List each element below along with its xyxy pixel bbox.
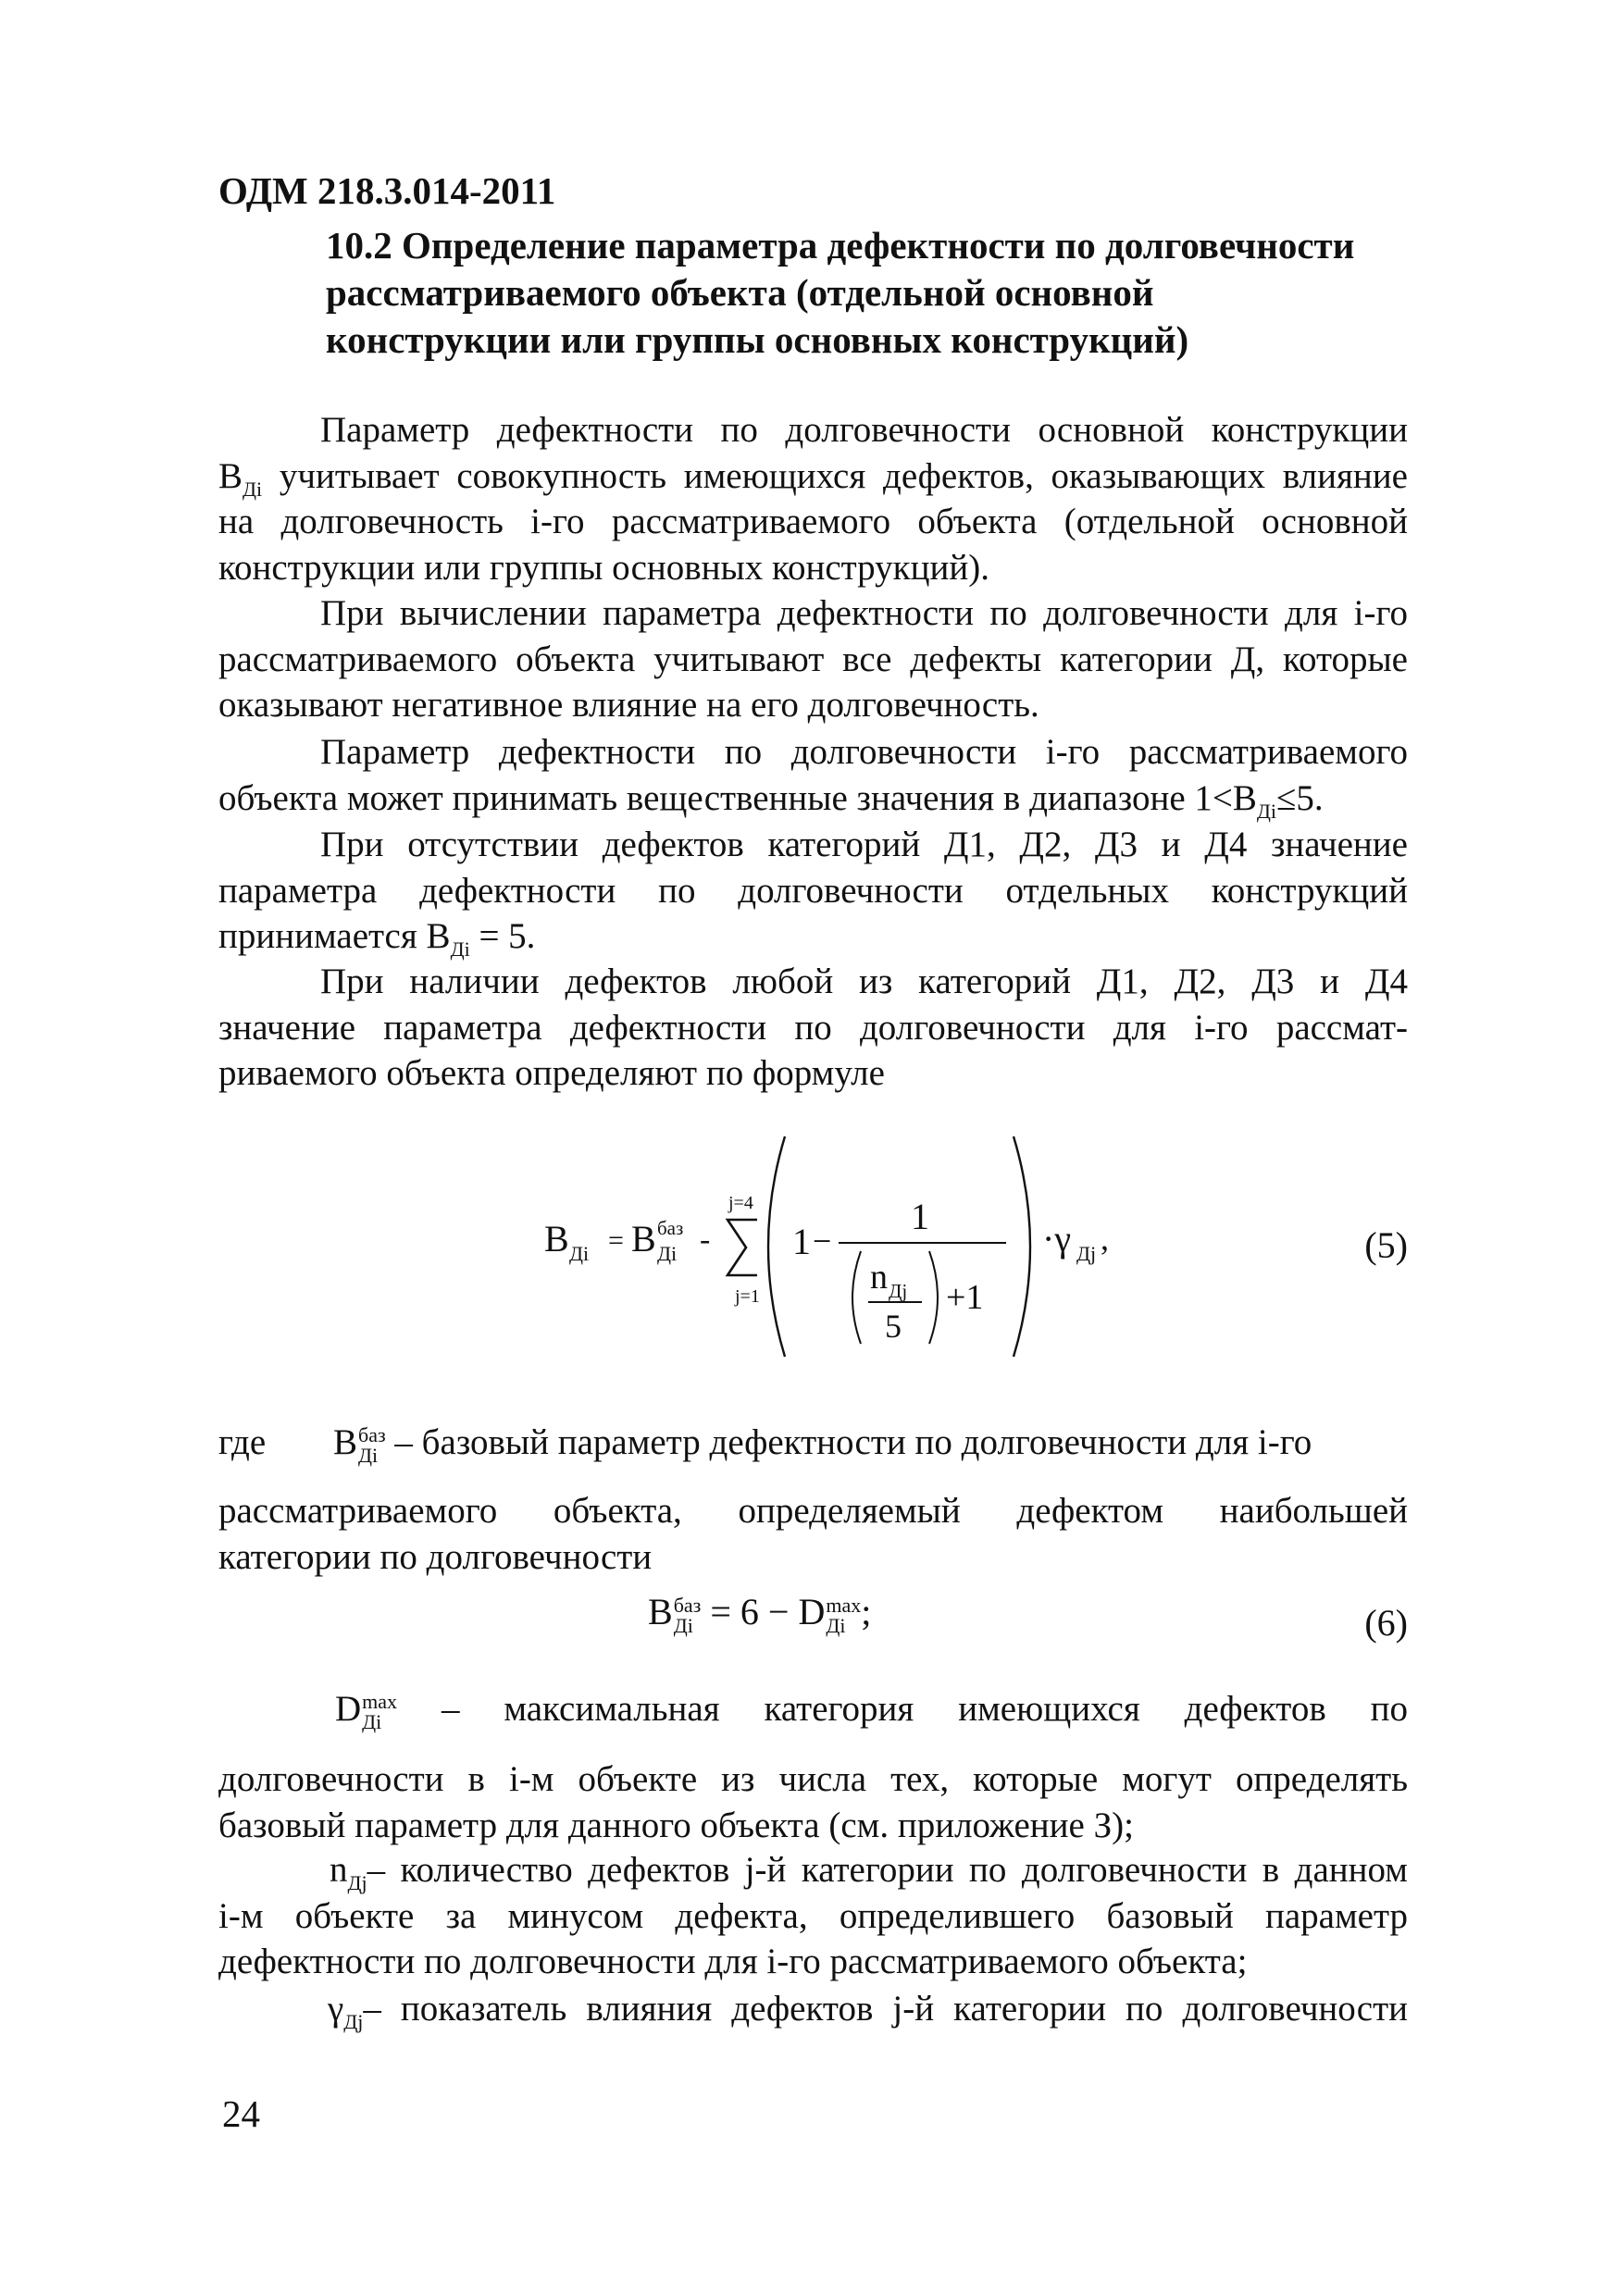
sup-sub	[362, 1692, 397, 1732]
dmax-continuation	[218, 1756, 1408, 1848]
paragraph-line	[218, 913, 1408, 960]
paragraph-2	[218, 590, 1408, 728]
subscript: Дi	[673, 1613, 693, 1637]
inner-right-paren-icon	[929, 1251, 938, 1344]
section-title	[326, 222, 1354, 364]
subscript: Дi	[243, 477, 263, 501]
paragraph-line	[218, 1986, 1408, 2032]
sum-upper-limit: j=4	[728, 1193, 753, 1213]
subscript: Дi	[1256, 799, 1277, 823]
five: 5	[885, 1308, 902, 1345]
formula-b-sup: баз	[657, 1217, 684, 1239]
superscript: баз	[358, 1423, 386, 1447]
document-code: ОДМ 218.3.014-2011	[218, 169, 556, 212]
section-title-line: рассматриваемого объекта (отдельной основной	[326, 271, 1154, 314]
text: – базовый параметр дефектности по долговечности для i-го	[385, 1422, 1312, 1462]
subscript: Дi	[450, 937, 470, 961]
paragraph-3	[218, 729, 1408, 821]
gamma-symbol: ·γ	[1042, 1218, 1071, 1260]
text: – показатель влияния дефектов j-й категории по долговечности	[363, 1989, 1408, 2029]
paragraph-line: на долговечность i-го рассматриваемого объекта (отдельной основной	[218, 502, 1408, 541]
formula-comma: ,	[1101, 1220, 1109, 1257]
superscript: баз	[673, 1593, 702, 1617]
paragraph-line: категории по долговечности	[218, 1536, 653, 1577]
paragraph-line	[218, 776, 1408, 822]
sup-sub	[358, 1425, 386, 1466]
symbol-b: В	[333, 1422, 358, 1462]
paragraph-1	[218, 407, 1408, 590]
n-symbol: n	[870, 1258, 888, 1297]
n-sub: Дj	[889, 1280, 908, 1302]
paragraph-line: рассматриваемого объекта, определяемый дефектом наибольшей	[218, 1491, 1408, 1531]
formula-5	[518, 1129, 1111, 1370]
symbol-d: D	[335, 1689, 362, 1729]
paragraph-line: Параметр дефектности по долговечности основной конструкции	[320, 410, 1408, 450]
paragraph-line: Параметр дефектности по долговечности i-го рассматриваемого	[320, 732, 1408, 772]
plus-one: +1	[946, 1278, 984, 1317]
subscript: Дi	[358, 1444, 379, 1468]
where-label: где	[218, 1422, 267, 1462]
formula-frac-minus: −	[813, 1222, 832, 1260]
paragraph-line: дефектности по долговечности для i-го рассматриваемого объекта;	[218, 1942, 1248, 1981]
paragraph-line	[218, 1847, 1408, 1893]
formula-6	[648, 1590, 871, 1636]
sup-sub	[826, 1595, 861, 1636]
paragraph-4	[218, 822, 1408, 960]
equation-number-6: (6)	[1364, 1602, 1408, 1644]
dmax-definition	[335, 1688, 1408, 1732]
left-paren-icon	[768, 1136, 785, 1357]
paragraph-line: i-м объекте за минусом дефекта, определившего базовый параметр	[218, 1895, 1408, 1936]
formula-eq: =	[608, 1225, 624, 1256]
gamma-sub: Дj	[1076, 1242, 1097, 1265]
text: ;	[861, 1591, 872, 1632]
paragraph-line	[218, 453, 1408, 500]
page-number: 24	[222, 2092, 260, 2135]
formula-b: В	[631, 1218, 656, 1260]
text: принимается В	[218, 916, 451, 956]
paragraph-line: При отсутствии дефектов категорий Д1, Д2, Д3 и Д4 значение	[320, 825, 1408, 864]
symbol-b: В	[648, 1591, 673, 1632]
formula-b-sub: Дi	[657, 1242, 678, 1265]
section-title-line: 10.2 Определение параметра дефектности по долговечности	[326, 224, 1355, 267]
inner-left-paren-icon	[852, 1251, 861, 1344]
paragraph-line: риваемого объекта определяют по формуле	[218, 1053, 885, 1093]
paragraph-line: конструкции или группы основных конструкций).	[218, 547, 989, 588]
sigma-icon	[728, 1220, 757, 1275]
formula-minus: -	[700, 1222, 711, 1257]
subscript: Дj	[343, 2010, 364, 2033]
formula-one: 1	[792, 1221, 811, 1262]
superscript: max	[826, 1593, 862, 1617]
gdj-definition	[218, 1986, 1408, 2032]
ndj-definition	[218, 1847, 1408, 1985]
sup-sub	[674, 1595, 702, 1636]
text: учитывает совокупность имеющихся дефектов, оказывающих влияние	[262, 455, 1408, 496]
equation-number-5: (5)	[1364, 1224, 1408, 1266]
symbol-n: n	[330, 1850, 348, 1890]
section-title-line: конструкции или группы основных конструкций)	[326, 318, 1189, 361]
right-paren-icon	[1014, 1136, 1030, 1357]
subscript: Дj	[347, 1871, 367, 1894]
formula-lhs: В	[544, 1218, 569, 1260]
formula-lhs-sub: Дi	[569, 1242, 590, 1265]
symbol-b: В	[218, 455, 243, 496]
text: – максимальная категория имеющихся дефектов по	[397, 1689, 1408, 1729]
text: объекта может принимать вещественные значения в диапазоне 1<В	[218, 777, 1257, 818]
text: = 6 − D	[701, 1591, 826, 1632]
where-continuation	[218, 1488, 1408, 1580]
paragraph-line: долговечности в i-м объекте из числа тех, которые могут определять	[218, 1759, 1408, 1799]
symbol-gamma: γ	[328, 1989, 344, 2029]
paragraph-line: При вычислении параметра дефектности по долговечности для i-го	[320, 593, 1408, 633]
text: ≤5.	[1276, 777, 1324, 818]
sum-lower-limit: j=1	[735, 1286, 760, 1307]
paragraph-5	[218, 959, 1408, 1097]
subscript: Дi	[826, 1613, 846, 1637]
paragraph-line: При наличии дефектов любой из категорий Д1, Д2, Д3 и Д4	[320, 962, 1408, 1001]
text: – количество дефектов j-й категории по долговечности в данном	[367, 1850, 1408, 1890]
fraction-numerator: 1	[911, 1196, 929, 1237]
where-definition	[333, 1421, 1312, 1466]
paragraph-line: оказывают негативное влияние на его долговечность.	[218, 685, 1039, 725]
paragraph-line: значение параметра дефектности по долговечности для i-го рассмат-	[218, 1007, 1408, 1048]
superscript: max	[362, 1690, 398, 1714]
text: = 5.	[469, 916, 536, 956]
paragraph-line: базовый параметр для данного объекта (см. приложение З);	[218, 1805, 1134, 1845]
paragraph-line: параметра дефектности по долговечности отдельных конструкций	[218, 870, 1408, 911]
subscript: Дi	[362, 1710, 382, 1734]
paragraph-line: рассматриваемого объекта учитывают все дефекты категории Д, которые	[218, 639, 1408, 679]
